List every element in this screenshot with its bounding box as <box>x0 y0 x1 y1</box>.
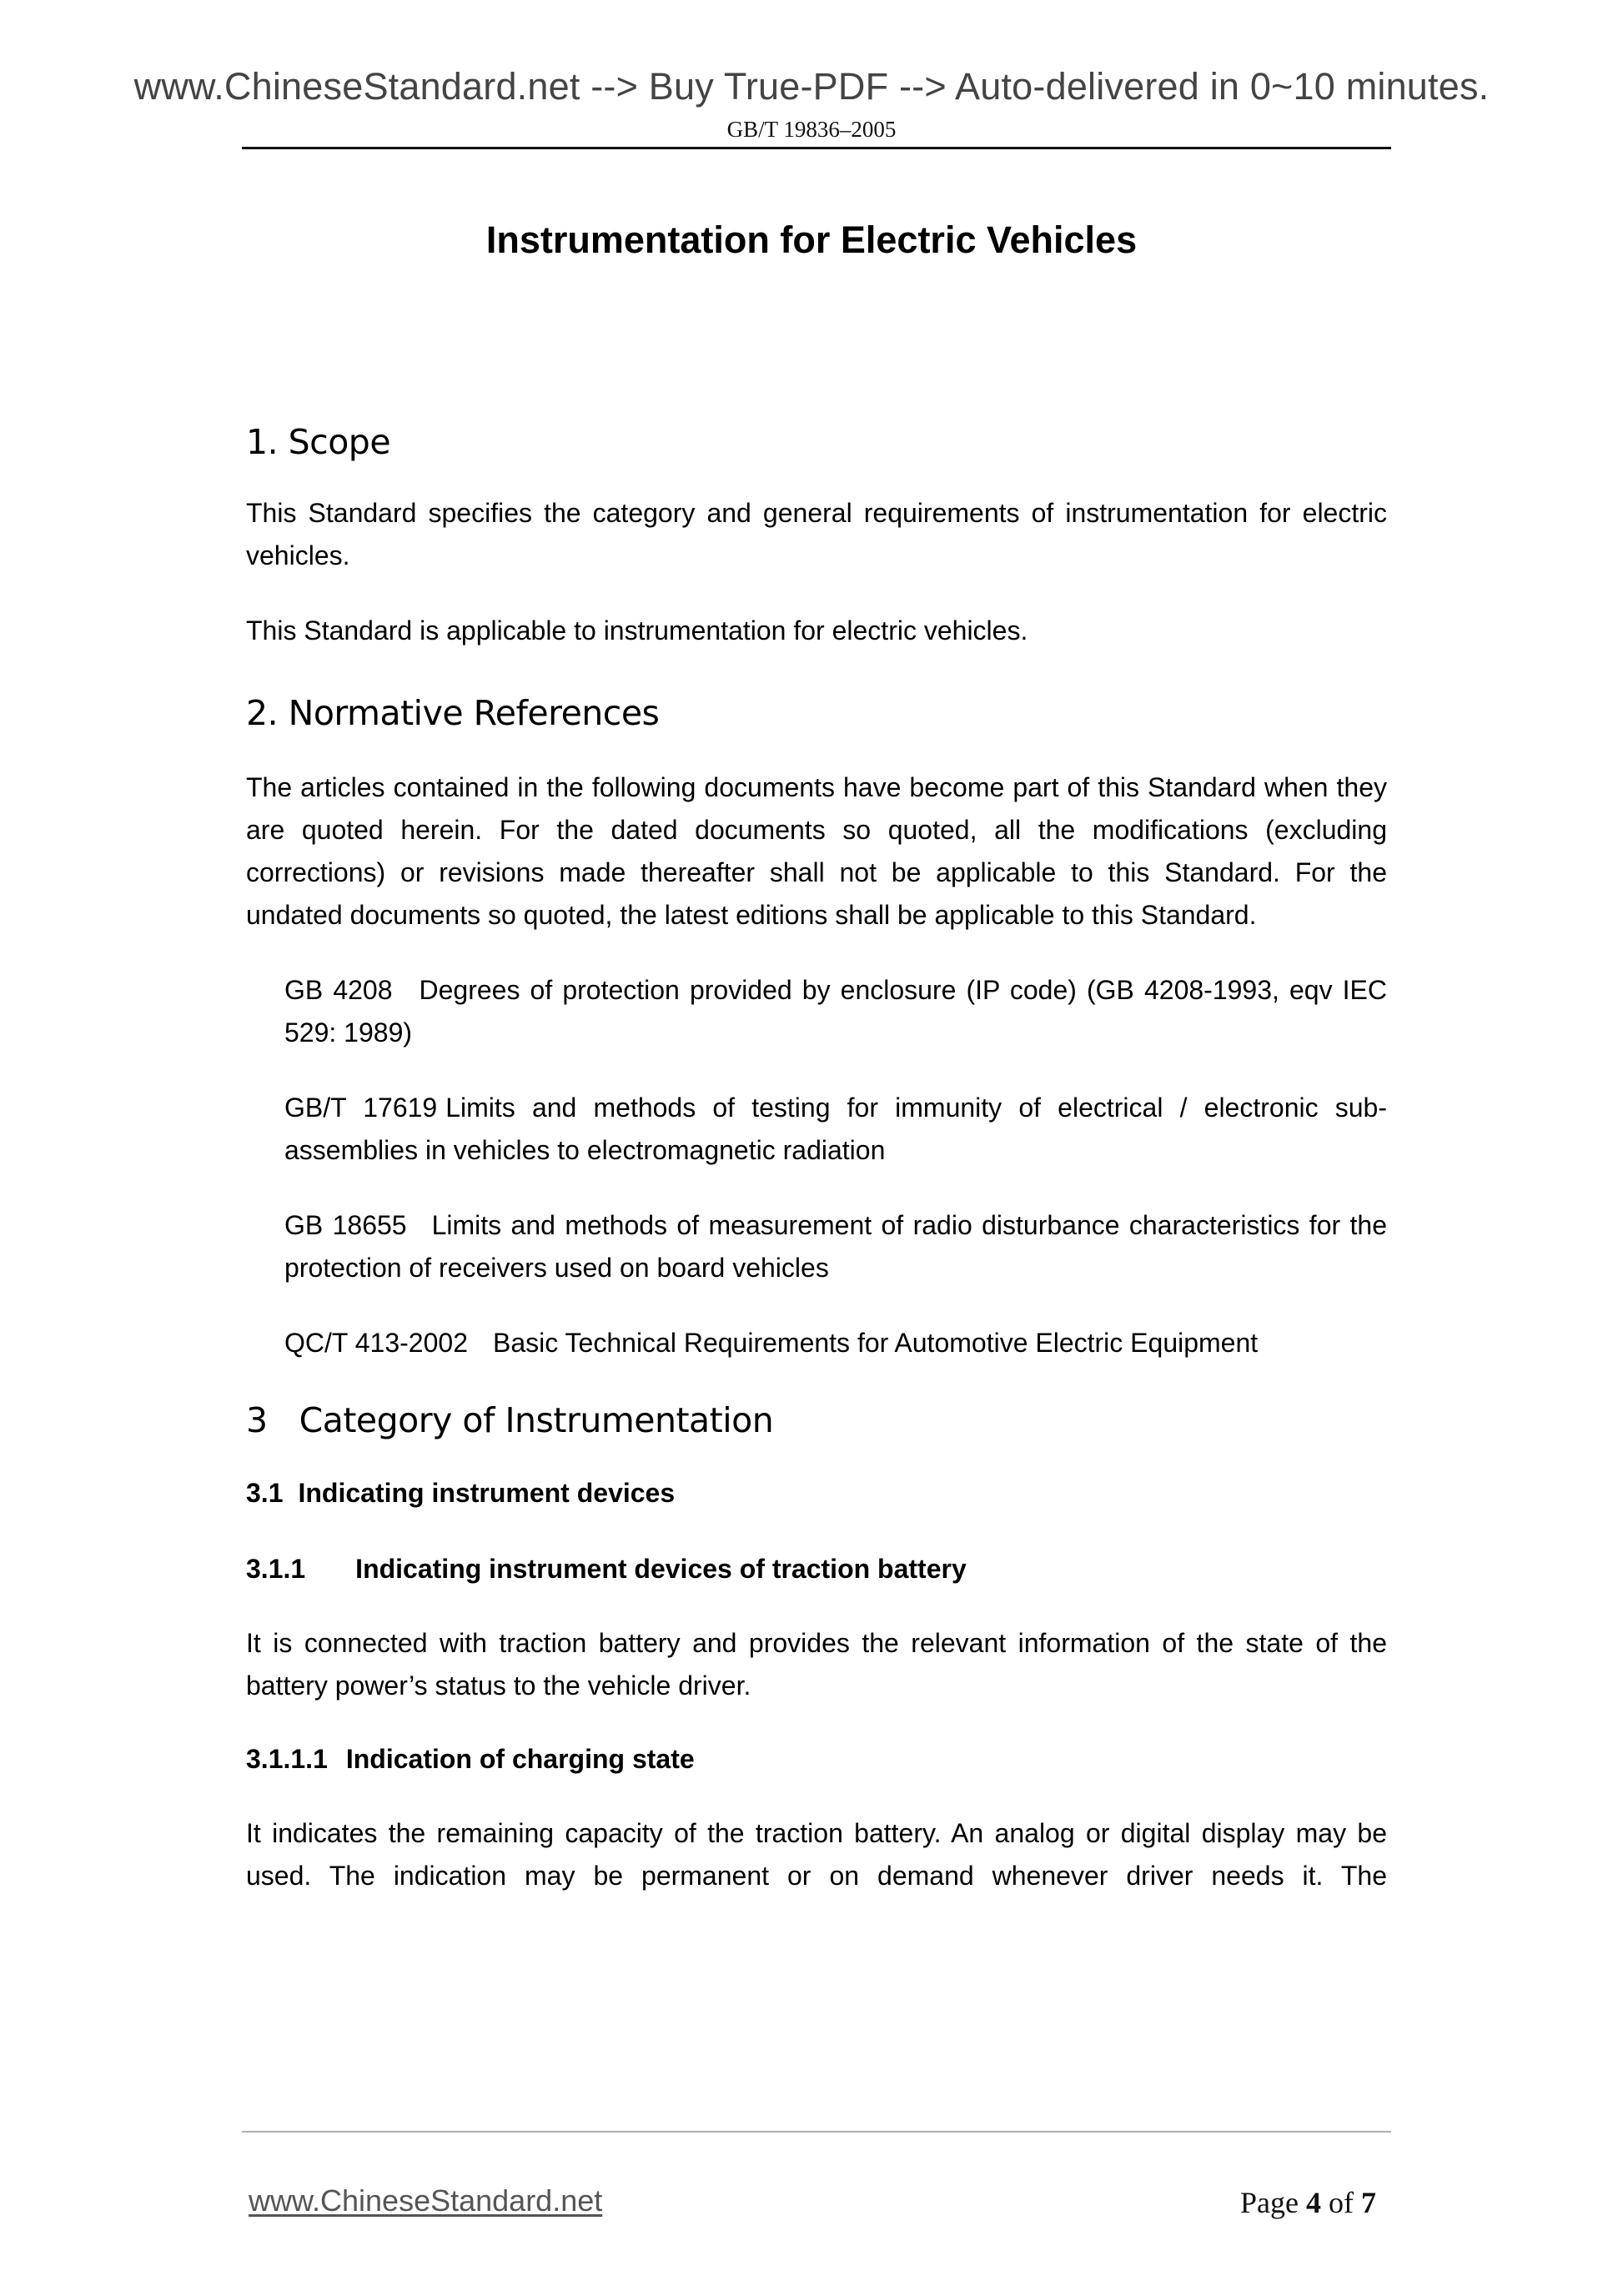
section-number: 3 <box>246 1400 268 1440</box>
reference-text: Limits and methods of testing for immunity of electrical / electronic sub-assemblies in vehicles to electromagnetic radiation <box>284 1093 1388 1165</box>
page-total: 7 <box>1361 2186 1376 2219</box>
reference-item <box>246 1322 1387 1364</box>
subsection-title: Indicating instrument devices <box>298 1478 676 1508</box>
section-title: Category of Instrumentation <box>299 1400 774 1440</box>
document-id: GB/T 19836–2005 <box>726 117 897 142</box>
scope-paragraph-2: This Standard is applicable to instrumentation for electric vehicles. <box>246 615 1028 646</box>
page-separator: of <box>1321 2186 1361 2219</box>
reference-item <box>246 969 1387 1054</box>
subsection-heading-3-1 <box>246 1475 1387 1511</box>
promo-banner: www.ChineseStandard.net --> Buy True-PDF --> Auto-delivered in 0~10 minutes. <box>133 65 1490 108</box>
reference-text: Basic Technical Requirements for Automotive Electric Equipment <box>492 1328 1259 1358</box>
reference-code: GB/T 17619 <box>284 1093 438 1123</box>
section-heading-normative-references: 2. Normative References <box>246 693 660 733</box>
section-heading-scope: 1. Scope <box>246 422 391 462</box>
references-intro: The articles contained in the following documents have become part of this Standard when they are quoted herein. For the dated documents so quoted, all the modifications (excluding corrections) or revisions made thereafter shall not be applicable to this Standard. For the undated documents so quoted, the latest editions shall be applicable to this Standard. <box>246 772 1387 930</box>
subsection-number: 3.1 <box>246 1478 284 1508</box>
footer-divider <box>242 2131 1391 2133</box>
subsection-title: Indicating instrument devices of traction battery <box>355 1554 967 1584</box>
footer-website-link[interactable]: www.ChineseStandard.net <box>249 2183 603 2218</box>
scope-paragraph-1: This Standard specifies the category and general requirements of instrumentation for electric vehicles. <box>246 498 1387 570</box>
reference-text: Limits and methods of measurement of radio disturbance characteristics for the protection of receivers used on board vehicles <box>284 1210 1388 1283</box>
section-heading-category <box>246 1399 1387 1441</box>
reference-text: Degrees of protection provided by enclosure (IP code) (GB 4208-1993, eqv IEC 529: 1989) <box>284 975 1388 1048</box>
header-divider <box>242 147 1391 149</box>
subsection-number: 3.1.1.1 <box>246 1744 328 1774</box>
page-current: 4 <box>1306 2186 1321 2219</box>
reference-code: GB 4208 <box>284 975 393 1005</box>
page-indicator <box>1234 2185 1376 2220</box>
reference-item <box>246 1087 1387 1172</box>
reference-code: GB 18655 <box>284 1210 407 1240</box>
reference-item <box>246 1204 1387 1289</box>
subsection-heading-3-1-1-1 <box>246 1741 1387 1777</box>
subsection-number: 3.1.1 <box>246 1554 306 1584</box>
subsection-3-1-1-paragraph: It is connected with traction battery and provides the relevant information of the state of the battery power’s status to the vehicle driver. <box>246 1628 1387 1701</box>
reference-code: QC/T 413-2002 <box>284 1328 468 1358</box>
page-prefix: Page <box>1240 2186 1306 2219</box>
subsection-3-1-1-1-paragraph: It indicates the remaining capacity of the traction battery. An analog or digital display may be used. The indication may be permanent or on demand whenever driver needs it. The <box>246 1818 1387 1891</box>
page-title: Instrumentation for Electric Vehicles <box>485 219 1138 261</box>
document-body <box>246 421 1387 1897</box>
subsection-heading-3-1-1 <box>246 1550 1387 1587</box>
subsection-title: Indication of charging state <box>345 1744 695 1774</box>
